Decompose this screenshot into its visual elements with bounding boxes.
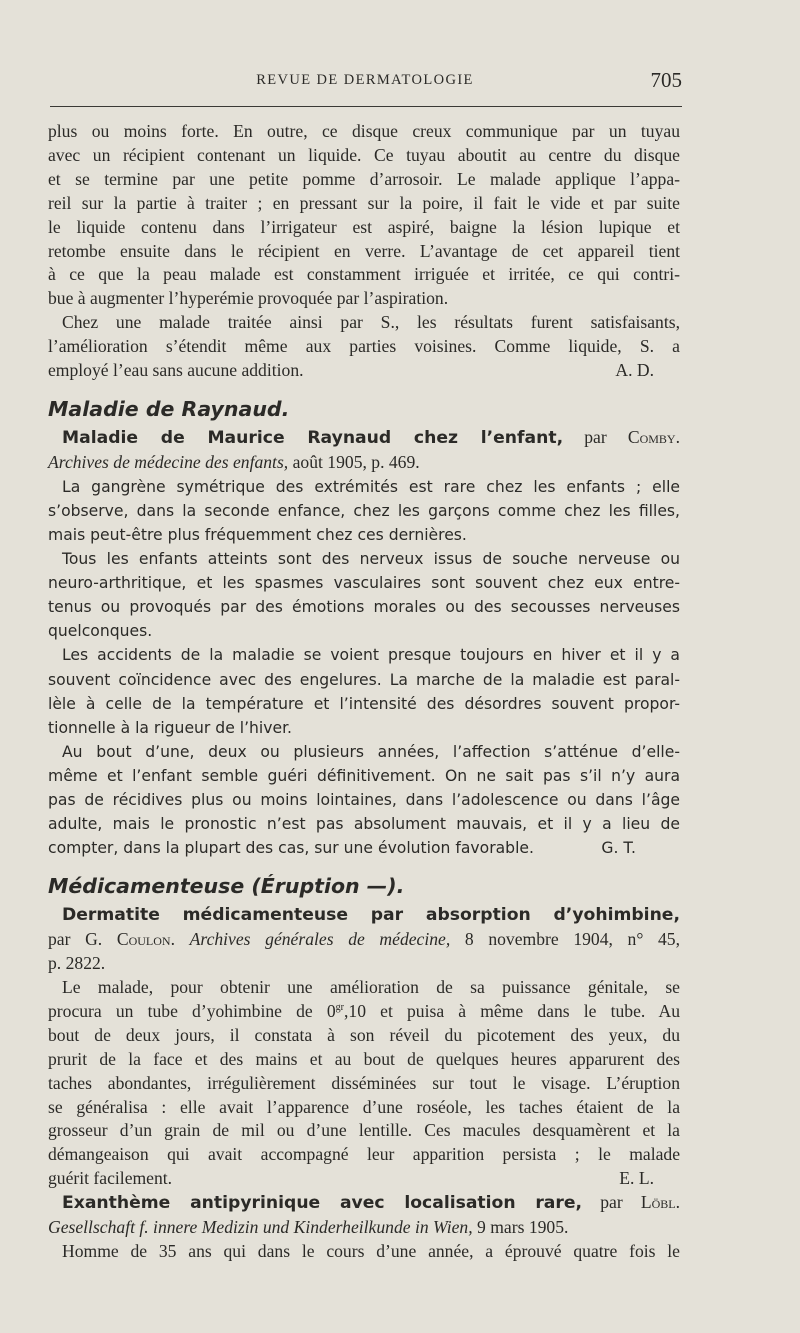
text-line: Au bout d’une, deux ou plusieurs années, l’affection s’atténue d’elle-: [62, 742, 680, 761]
article-title: Exanthème antipyrinique avec localisation rare,: [62, 1193, 583, 1214]
text-line: à ce que la peau malade est constamment irriguée et irritée, ce qui contri-: [48, 264, 680, 285]
text-line: grosseur d’un grain de mil ou d’une lentille. Ces macules desquamèrent et la: [48, 1120, 680, 1141]
section-heading: Médicamenteuse (Éruption —).: [48, 874, 405, 899]
text-line: retombe ensuite dans le récipient en verre. L’avantage de cet appareil tient: [48, 240, 680, 261]
by-text: par: [600, 1192, 623, 1213]
article-citation-line: [48, 903, 680, 928]
line-part: ,10 et puisa à même dans le tube. Au: [344, 1000, 680, 1021]
text-line: lèle à celle de la température et l’intensité des désordres souvent propor-: [48, 694, 680, 713]
text-line: souvent coïncidence avec des engelures. La marche de la maladie est paral-: [48, 670, 680, 689]
signature: E. L.: [619, 1168, 654, 1189]
signature: G. T.: [601, 839, 636, 858]
text-line: Les accidents de la maladie se voient presque toujours en hiver et il y a: [62, 646, 680, 665]
author: Löbl.: [640, 1192, 680, 1213]
reference-details: 9 mars 1905.: [477, 1217, 569, 1238]
text-line: tenus ou provoqués par des émotions morales ou des secousses nerveuses: [48, 598, 680, 617]
text-line: Tous les enfants atteints sont des nerveux issus de souche nerveuse ou: [62, 550, 680, 569]
page-number: 705: [650, 68, 682, 92]
dose-unit: gr: [335, 1002, 345, 1014]
text-line: Le malade, pour obtenir une amélioration de sa puissance génitale, se: [62, 977, 680, 997]
text-line: l’amélioration s’étendit même aux parties voisines. Comme liquide, S. a: [48, 336, 680, 357]
text-line: adulte, mais le pronostic n’est pas absolument mauvais, et il y a lieu de: [48, 815, 680, 834]
text-line: taches abondantes, irrégulièrement disséminées sur tout le visage. L’éruption: [48, 1072, 680, 1093]
section-heading: Maladie de Raynaud.: [48, 396, 290, 421]
text-line: Homme de 35 ans qui dans le cours d’une année, a éprouvé quatre fois le: [62, 1240, 680, 1261]
text-line: bue à augmenter l’hyperémie provoquée par l’aspiration.: [48, 288, 449, 309]
article-title: Maladie de Maurice Raynaud chez l’enfant,: [62, 427, 564, 448]
line-part: procura un tube d’yohimbine de 0: [48, 1000, 336, 1021]
journal: Archives générales de médecine,: [189, 929, 451, 950]
text-line: bout de deux jours, il constata à son réveil du picotement des yeux, du: [48, 1024, 680, 1045]
text-line: reil sur la partie à traiter ; en pressant sur la poire, il fait le vide et par suite: [48, 192, 680, 213]
text-line-signed: [48, 359, 680, 383]
line-text: employé l’eau sans aucune addition.: [48, 360, 304, 381]
text-line: avec un récipient contenant un liquide. Ce tuyau aboutit au centre du disque: [48, 144, 680, 165]
text-line: démangeaison qui avait accompagné leur apparition persista ; le malade: [48, 1144, 680, 1165]
article-reference: [48, 928, 680, 952]
article-body: [48, 976, 680, 1191]
text-line: même et l’enfant semble guéri définitivement. On ne sait pas s’il n’y aura: [48, 766, 680, 785]
author: Coulon.: [116, 929, 175, 950]
article-citation-line: [48, 426, 680, 451]
line-text: compter, dans la plupart des cas, sur une évolution favorable.: [48, 839, 534, 858]
by-text: par G.: [48, 929, 103, 950]
reference-details: août 1905, p. 469.: [292, 451, 420, 472]
journal: Gesellschaft f. innere Medizin und Kinderheilkunde in Wien,: [48, 1217, 473, 1238]
text-line-signed: [48, 836, 680, 860]
by-text: par: [584, 426, 607, 447]
article-title: Dermatite médicamenteuse par absorption d’yohimbine,: [62, 905, 680, 926]
text-line: [48, 1000, 680, 1024]
text-line: le liquide contenu dans l’irrigateur est aspiré, baigne la lésion lupique et: [48, 216, 680, 237]
intro-paragraph-2: [48, 311, 680, 383]
text-line: quelconques.: [48, 622, 153, 641]
article-reference: [48, 451, 680, 475]
header-rule: [50, 106, 682, 107]
text-line: La gangrène symétrique des extrémités est rare chez les enfants ; elle: [62, 477, 680, 496]
text-line: neuro-arthritique, et les spasmes vasculaires sont souvent chez eux entre-: [48, 574, 680, 593]
page-header: [48, 68, 682, 94]
text-line: et se termine par une petite pomme d’arrosoir. Le malade applique l’appa-: [48, 168, 680, 189]
text-line: pas de récidives plus ou moins lointaines, dans l’adolescence ou dans l’âge: [48, 791, 680, 809]
article-reference: [48, 1216, 680, 1240]
article-citation-line: [48, 1191, 680, 1216]
text-line: se généralisa : elle avait l’apparence d’une roséole, les taches étaient de la: [48, 1096, 680, 1117]
text-line: Chez une malade traitée ainsi par S., les résultats furent satisfaisants,: [62, 312, 680, 333]
intro-paragraph: [48, 120, 680, 311]
line-text: guérit facilement.: [48, 1168, 173, 1189]
text-line: mais peut-être plus fréquemment chez ces dernières.: [48, 525, 467, 544]
text-line: prurit de la face et des mains et au bout de quelques heures apparurent des: [48, 1048, 680, 1069]
author: Comby.: [627, 426, 680, 447]
reference-details: 8 novembre 1904, n° 45,: [464, 929, 681, 950]
text-line: plus ou moins forte. En outre, ce disque creux communique par un tuyau: [48, 121, 680, 141]
text-line: s’observe, dans la seconde enfance, chez les garçons comme chez les filles,: [48, 501, 680, 520]
reference-page: p. 2822.: [48, 953, 106, 974]
signature: A. D.: [615, 360, 654, 381]
article-body: [48, 475, 680, 861]
text-line-signed: [48, 1167, 680, 1191]
journal: Archives de médecine des enfants,: [48, 451, 289, 472]
text-line: tionnelle à la rigueur de l’hiver.: [48, 718, 293, 737]
running-title: REVUE DE DERMATOLOGIE: [256, 72, 474, 88]
body-text: [48, 120, 680, 1264]
